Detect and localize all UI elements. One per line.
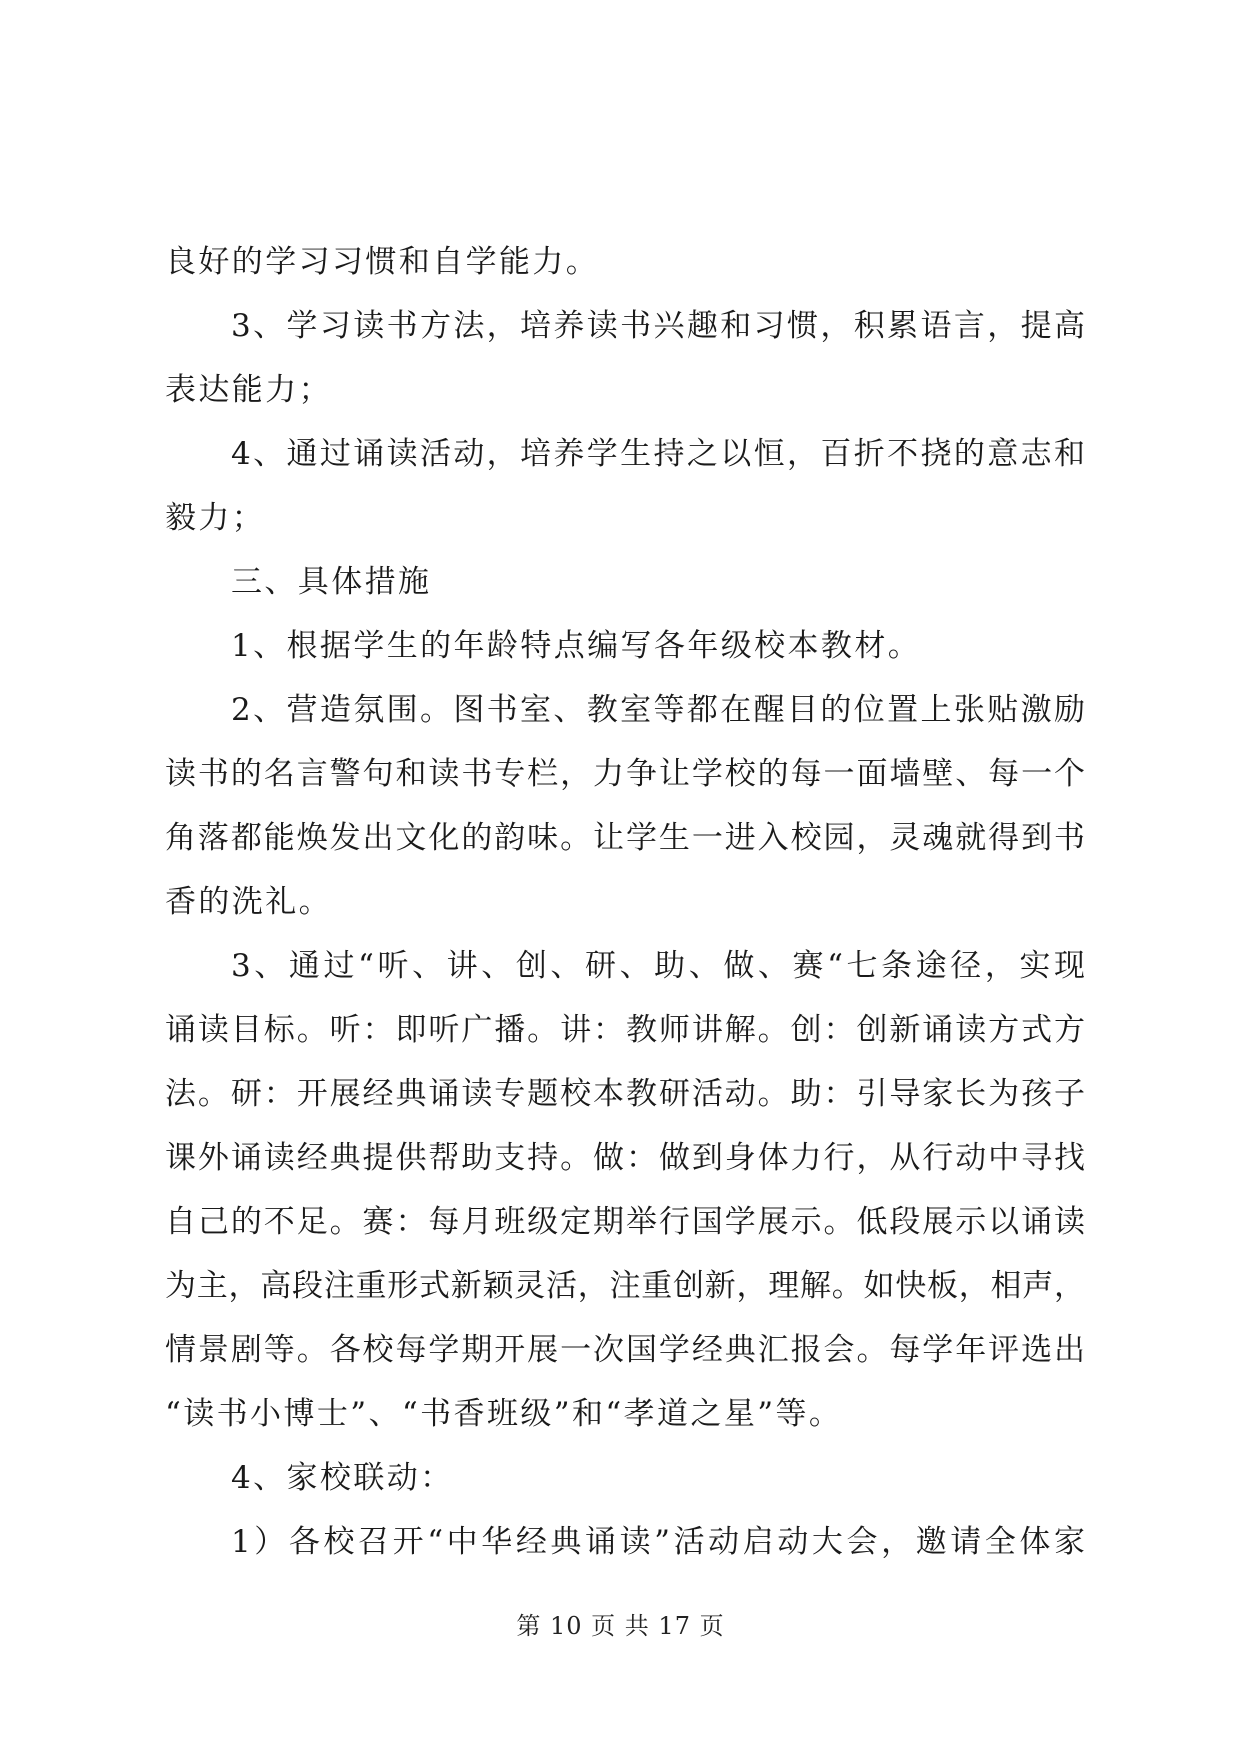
text-line: 课外诵读经典提供帮助支持。做：做到身体力行，从行动中寻找 <box>165 1140 1085 1176</box>
text-line: 4、家校联动： <box>231 1460 454 1496</box>
page-number-footer: 第 10 页 共 17 页 <box>516 1612 725 1640</box>
text-line: “读书小博士”、“书香班级”和“孝道之星”等。 <box>165 1396 843 1432</box>
text-line: 自己的不足。赛：每月班级定期举行国学展示。低段展示以诵读 <box>165 1204 1085 1240</box>
text-line: 3、学习读书方法，培养读书兴趣和习惯，积累语言，提高 <box>231 308 1085 344</box>
text-line: 1）各校召开“中华经典诵读”活动启动大会，邀请全体家 <box>231 1524 1085 1560</box>
text-line: 表达能力； <box>165 372 332 408</box>
text-line: 香的洗礼。 <box>165 884 332 920</box>
text-line: 良好的学习习惯和自学能力。 <box>165 244 600 280</box>
text-line: 3、通过“听、讲、创、研、助、做、赛“七条途径，实现 <box>231 948 1085 984</box>
text-line: 法。研：开展经典诵读专题校本教研活动。助：引导家长为孩子 <box>165 1076 1085 1112</box>
text-line: 为主，高段注重形式新颖灵活，注重创新，理解。如快板，相声， <box>165 1268 1085 1304</box>
text-line: 1、根据学生的年龄特点编写各年级校本教材。 <box>231 628 922 664</box>
text-line: 角落都能焕发出文化的韵味。让学生一进入校园，灵魂就得到书 <box>165 820 1085 856</box>
text-line: 2、营造氛围。图书室、教室等都在醒目的位置上张贴激励 <box>231 692 1085 728</box>
text-line: 读书的名言警句和读书专栏，力争让学校的每一面墙壁、每一个 <box>165 756 1085 792</box>
text-line: 情景剧等。各校每学期开展一次国学经典汇报会。每学年评选出 <box>165 1332 1085 1368</box>
text-line: 4、通过诵读活动，培养学生持之以恒，百折不挠的意志和 <box>231 436 1085 472</box>
text-line: 毅力； <box>165 500 266 536</box>
section-heading: 三、具体措施 <box>231 564 432 600</box>
text-line: 诵读目标。听：即听广播。讲：教师讲解。创：创新诵读方式方 <box>165 1012 1085 1048</box>
document-body <box>165 230 1085 1574</box>
